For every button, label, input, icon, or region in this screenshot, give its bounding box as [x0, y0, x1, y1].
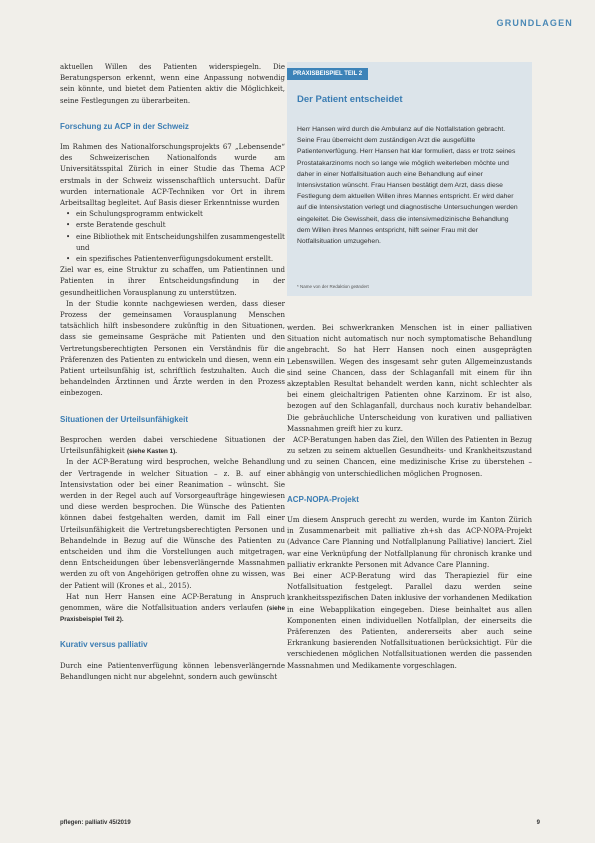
paragraph-urteil-3-text: Hat nun Herr Hansen eine ACP-Beratung in Anspruch genommen, wäre die Notfallsituation anders verlaufen: [60, 592, 285, 612]
heading-urteilsunfaehigkeit: Situationen der Urteilsunfähigkeit: [60, 414, 189, 424]
left-column: [60, 62, 285, 683]
journal-name: pflegen: palliativ 45/2019: [60, 820, 131, 826]
page-number: 9: [536, 820, 540, 826]
bullet-item: • ein Schulungsprogramm entwickelt: [70, 209, 285, 220]
paragraph-ziel: Ziel war es, eine Struktur zu schaffen, um Patientinnen und Patienten in ihrer Entscheidungsfindung in der gesundheitlichen Vorausplanung zu unterstützen.: [60, 266, 285, 297]
praxisbeispiel-tag: PRAXISBEISPIEL TEIL 2: [287, 68, 368, 80]
praxisbeispiel-body: Herr Hansen wird durch die Ambulanz auf die Notfallstation gebracht. Seine Frau überreicht dem zuständigen Arzt die ausgefüllte Patientenverfügung. Herr Hansen hat klar formuliert, dass er trotz seines Prostatakarzinoms noch so lange wie möglich weiterleben möchte und daher in einer Notfallsituation auch eine Behandlung auf einer Intensivstation wünscht. Frau Hansen bestätigt dem Arzt, dass diese Festlegung dem aktuellen Willen ihres Mannes entspricht. Er wird daher auf die Intensivstation verlegt und diagnostische Untersuchungen werden eingeleitet. Die Gewissheit, dass die intensivmedizinische Behandlung dem Willen ihres Mannes entspricht, hilft seiner Frau mit der Notfallsituation umzugehen.: [297, 126, 518, 246]
praxisbeispiel-title: Der Patient entscheidet: [297, 94, 403, 105]
reference-praxisbeispiel: (siehe Praxisbeispiel Teil 2).: [60, 604, 285, 624]
heading-kurativ-palliativ: Kurativ versus palliativ: [60, 640, 148, 650]
paragraph-schweiz: Im Rahmen des Nationalforschungsprojekts 67 „Lebensende“ des Schweizerischen Nationalfonds wurde am Universitätsspital Zürich in einer Studie das Thema ACP erstmals in der Schweiz wissenschaftlich untersucht. Dafür wurden internationale ACP-Techniken vor Ort in ihrem Arbeitsalltag begleitet. Auf Basis dieser Erkenntnisse wurden: [60, 143, 285, 208]
paragraph-urteil-1: [60, 435, 285, 457]
paragraph-right-1: werden. Bei schwerkranken Menschen ist in einer palliativen Situation nicht automatisch nur noch symptomatische Behandlung angebracht. So hat Herr Hansen noch einen ausgeprägten Lebenswillen. Wegen des insgesamt sehr guten Allgemeinzustands sind seine Chancen, dass der Schlaganfall mit einem für ihn akzeptablen Resultat behandelt werden kann, nicht schlechter als bei einem gleichaltrigen Patienten ohne Karzinom. Er ist also, bezogen auf den Schlaganfall, durchaus noch kurativ behandelbar. Die gebräuchliche Unterscheidung von kurativen und palliativen Massnahmen greift hier zu kurz.: [287, 324, 532, 433]
praxisbeispiel-box: [287, 62, 532, 296]
heading-acp-nopa: ACP-NOPA-Projekt: [287, 494, 359, 504]
paragraph-studie: In der Studie konnte nachgewiesen werden, dass dieser Prozess der gemeinsamen Vorausplanung Menschen tatsächlich hilft insbesondere zukünftig in den Situationen, dass sie gemeinsame Gespräche mit Patienten und den Vertretungsberechtigten Personen ein Verständnis für die Präferenzen des Patienten zu entwickeln und diesen, wenn ein Patient urteilsunfähig ist, schriftlich festzuhalten. Auch die behandelnden Ärztinnen und Ärzte werden in den Prozess einbezogen.: [60, 299, 285, 398]
heading-forschung-schweiz: Forschung zu ACP in der Schweiz: [60, 121, 189, 131]
paragraph-kurativ: Durch eine Patientenverfügung können lebensverlängernde Behandlungen nicht nur abgelehnt, sondern auch gewünscht: [60, 661, 285, 681]
right-column: [287, 323, 532, 672]
paragraph-urteil-1-text: Besprochen werden dabei verschiedene Situationen der Urteilsunfähigkeit: [60, 435, 285, 456]
paragraph-right-2: ACP-Beratungen haben das Ziel, den Willen des Patienten in Bezug zu setzen zu seinem aktuellen Gesundheits- und Krankheitszustand und zu seinen Chancen, eine medizinische Krise zu überstehen – abhängig von unterschiedlichen möglichen Prognosen.: [287, 436, 532, 478]
bullet-item: • erste Beratende geschult: [70, 220, 285, 231]
paragraph-intro: aktuellen Willen des Patienten widerspiegeln. Die Beratungsperson erkennt, wenn eine Anpassung notwendig sein könnte, und bietet dem Patienten aktiv die Möglichkeit, seine Festlegungen zu überarbeiten.: [60, 63, 285, 105]
running-head: GRUNDLAGEN: [496, 18, 573, 28]
paragraph-urteil-3: [60, 592, 285, 626]
bullet-item: • ein spezifisches Patientenverfügungsdokument erstellt.: [70, 254, 285, 265]
reference-kasten-1: (siehe Kasten 1).: [126, 448, 177, 456]
paragraph-right-3: Um diesem Anspruch gerecht zu werden, wurde im Kanton Zürich in Zusammenarbeit mit palliative zh+sh das ACP-NOPA-Projekt (Advance Care Planning und Notfallplanung Palliative) lanciert. Ziel war eine Verknüpfung der Notfallplanung für chronisch kranke und palliativ erkrankte Personen mit Advance Care Planning.: [287, 516, 532, 569]
bullet-item: • eine Bibliothek mit Entscheidungshilfen zusammengestellt und: [70, 232, 285, 254]
praxisbeispiel-footnote: * Name von der Redaktion geändert: [297, 284, 369, 289]
paragraph-urteil-2: In der ACP-Beratung wird besprochen, welche Behandlung der Vertragende in welcher Situation – z. B. auf einer Intensivstation oder bei einer Reanimation – wünscht. Sie werden in der Regel auch auf Vorsorgeaufträge hingewiesen und diese werden besprochen. Die Wünsche des Patienten können dabei festgehalten werden, damit im Fall einer Urteilsunfähigkeit die Vertretungsberechtigten Personen und Behandelnde in Bezug auf die Wünsche des Patienten zu entscheiden und ihm die Vorstellungen auch mitgetragen, denn Entscheidungen über lebensverlängernde Massnahmen werden zu oft von Angehörigen getroffen ohne zu wissen, was der Patient will (Krones et al., 2015).: [60, 458, 285, 590]
paragraph-right-4: Bei einer ACP-Beratung wird das Therapieziel für eine Notfallsituation festgelegt. Parallel dazu werden seine krankheitsspezifischen Daten inklusive der vorhandenen Medikation in eine Webapplikation eingegeben. Diese beinhaltet aus allen Komponenten einen individuellen Notfallplan, der einerseits die Präferenzen des Patienten, andererseits aber auch seine Erkrankung basierenden Notfallsituationen berücksichtigt. Für die verschiedenen möglichen Notfallsituationen werden die passenden Massnahmen und Medikamente vorgeschlagen.: [287, 572, 532, 670]
bullet-list: [60, 209, 285, 265]
